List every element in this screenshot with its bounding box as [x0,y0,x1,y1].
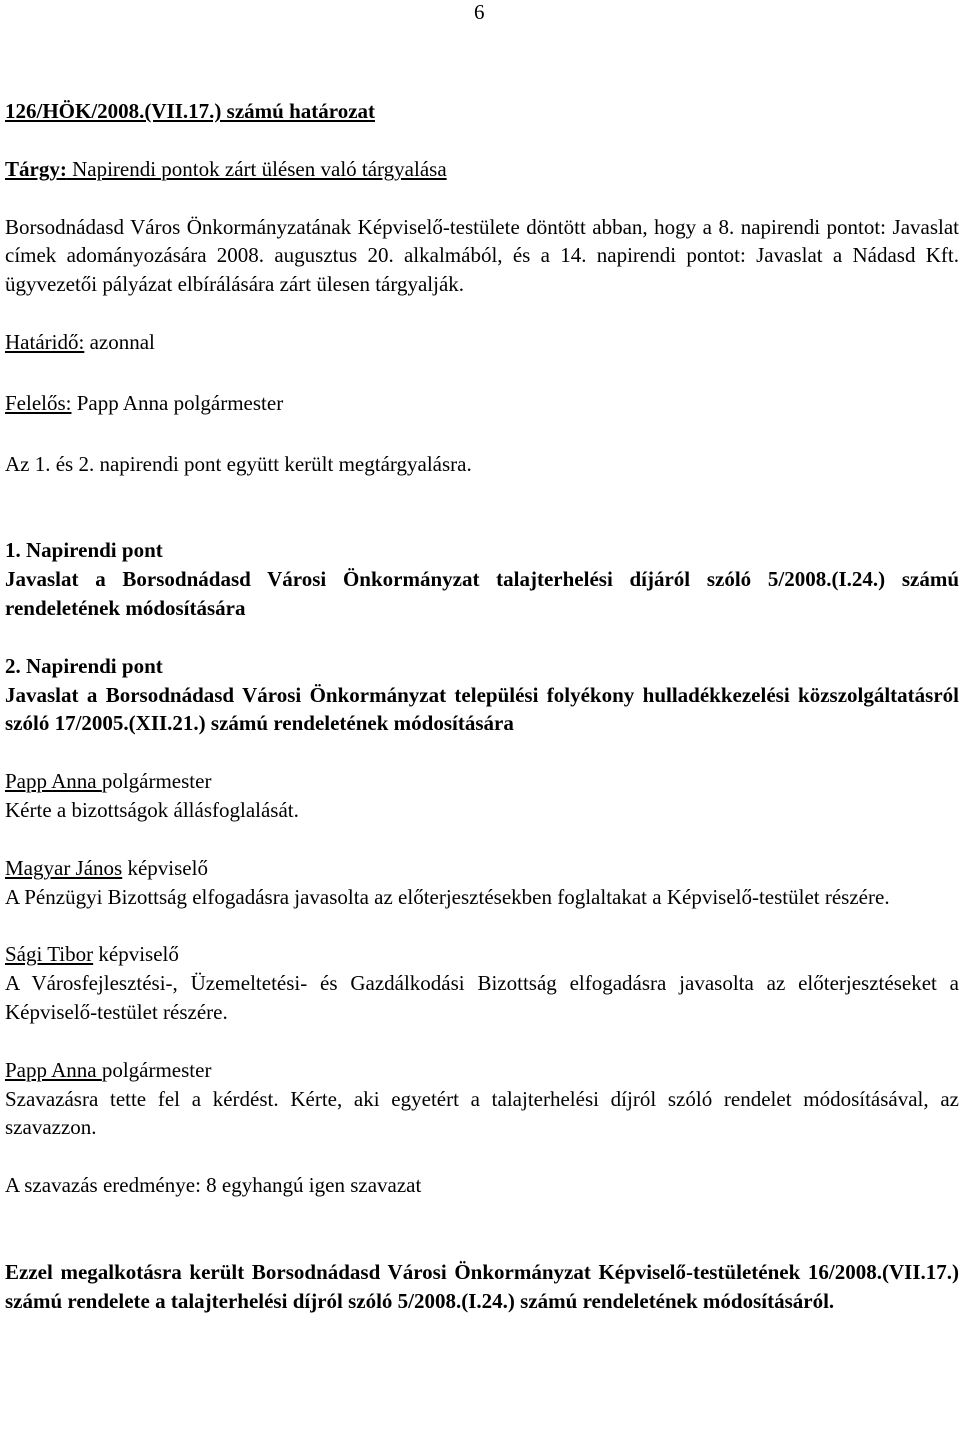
document-body [5,97,959,1316]
speaker-1-role: polgármester [101,769,212,794]
subject-line [5,155,959,184]
speaker-1-text: Kérte a bizottságok állásfoglalását. [5,797,299,822]
deadline-line [5,328,959,357]
speaker-2-text: A Pénzügyi Bizottság elfogadásra javasolta az előterjesztésekben foglaltakat a Képviselő-testület részére. [5,884,890,909]
agenda-2-number: 2. Napirendi pont [5,653,163,678]
speaker-3-name: Sági Tibor [5,942,94,967]
speaker-4-text: Szavazásra tette fel a kérdést. Kérte, aki egyetért a talajterhelési díjról szóló rendelet módosításával, az szavazzon. [5,1086,959,1140]
responsible-line [5,389,959,418]
conclusion-paragraph: Ezzel megalkotásra került Borsodnádasd Városi Önkormányzat Képviselő-testületének 16/2008.(VII.17.) számú rendelete a talajterhelési díjról szóló 5/2008.(I.24.) számú rendeletének módosításáról. [5,1259,959,1313]
speaker-4-name: Papp Anna [5,1057,102,1082]
speaker-2-line [5,854,959,883]
decision-paragraph: Borsodnádasd Város Önkormányzatának Képviselő-testülete döntött abban, hogy a 8. napirendi pontot: Javaslat címek adományozására 2008. augusztus 20. alkalmából, és a 14. napirendi pontot: Javaslat a Nádasd Kft. ügyvezetői pályázat elbírálására zárt ülesen tárgyalják. [5,214,959,297]
speaker-1-line [5,767,959,796]
agenda-2-title: Javaslat a Borsodnádasd Városi Önkormányzat települési folyékony hulladékkezelési közszolgáltatásról szóló 17/2005.(XII.21.) számú rendeletének módosítására [5,682,959,736]
speaker-1-name: Papp Anna [5,769,102,794]
speaker-2-role: képviselő [122,855,208,880]
speaker-3-line [5,940,959,969]
subject-label: Tárgy: [5,156,67,181]
responsible-text: Papp Anna polgármester [71,390,284,415]
speaker-3-text: A Városfejlesztési-, Üzemeltetési- és Gazdálkodási Bizottság elfogadásra javasolta az előterjesztéseket a Képviselő-testület részére. [5,971,959,1024]
page-number: 6 [474,0,485,24]
combined-agenda-note: Az 1. és 2. napirendi pont együtt került megtárgyalásra. [5,451,472,476]
speaker-2-name: Magyar János [5,855,123,880]
deadline-label: Határidő: [5,329,85,354]
vote-result: A szavazás eredménye: 8 egyhangú igen szavazat [5,1173,422,1198]
responsible-label: Felelős: [5,390,72,415]
resolution-heading: 126/HÖK/2008.(VII.17.) számú határozat [5,99,376,123]
speaker-3-role: képviselő [93,942,179,967]
deadline-text: azonnal [84,329,155,354]
subject-text: Napirendi pontok zárt ülésen való tárgyalása [66,156,447,181]
agenda-1-title: Javaslat a Borsodnádasd Városi Önkormányzat talajterhelési díjáról szóló 5/2008.(I.24.) számú rendeletének módosítására [5,567,959,620]
speaker-4-role: polgármester [101,1057,212,1082]
speaker-4-line [5,1056,959,1085]
agenda-1-number: 1. Napirendi pont [5,538,163,563]
